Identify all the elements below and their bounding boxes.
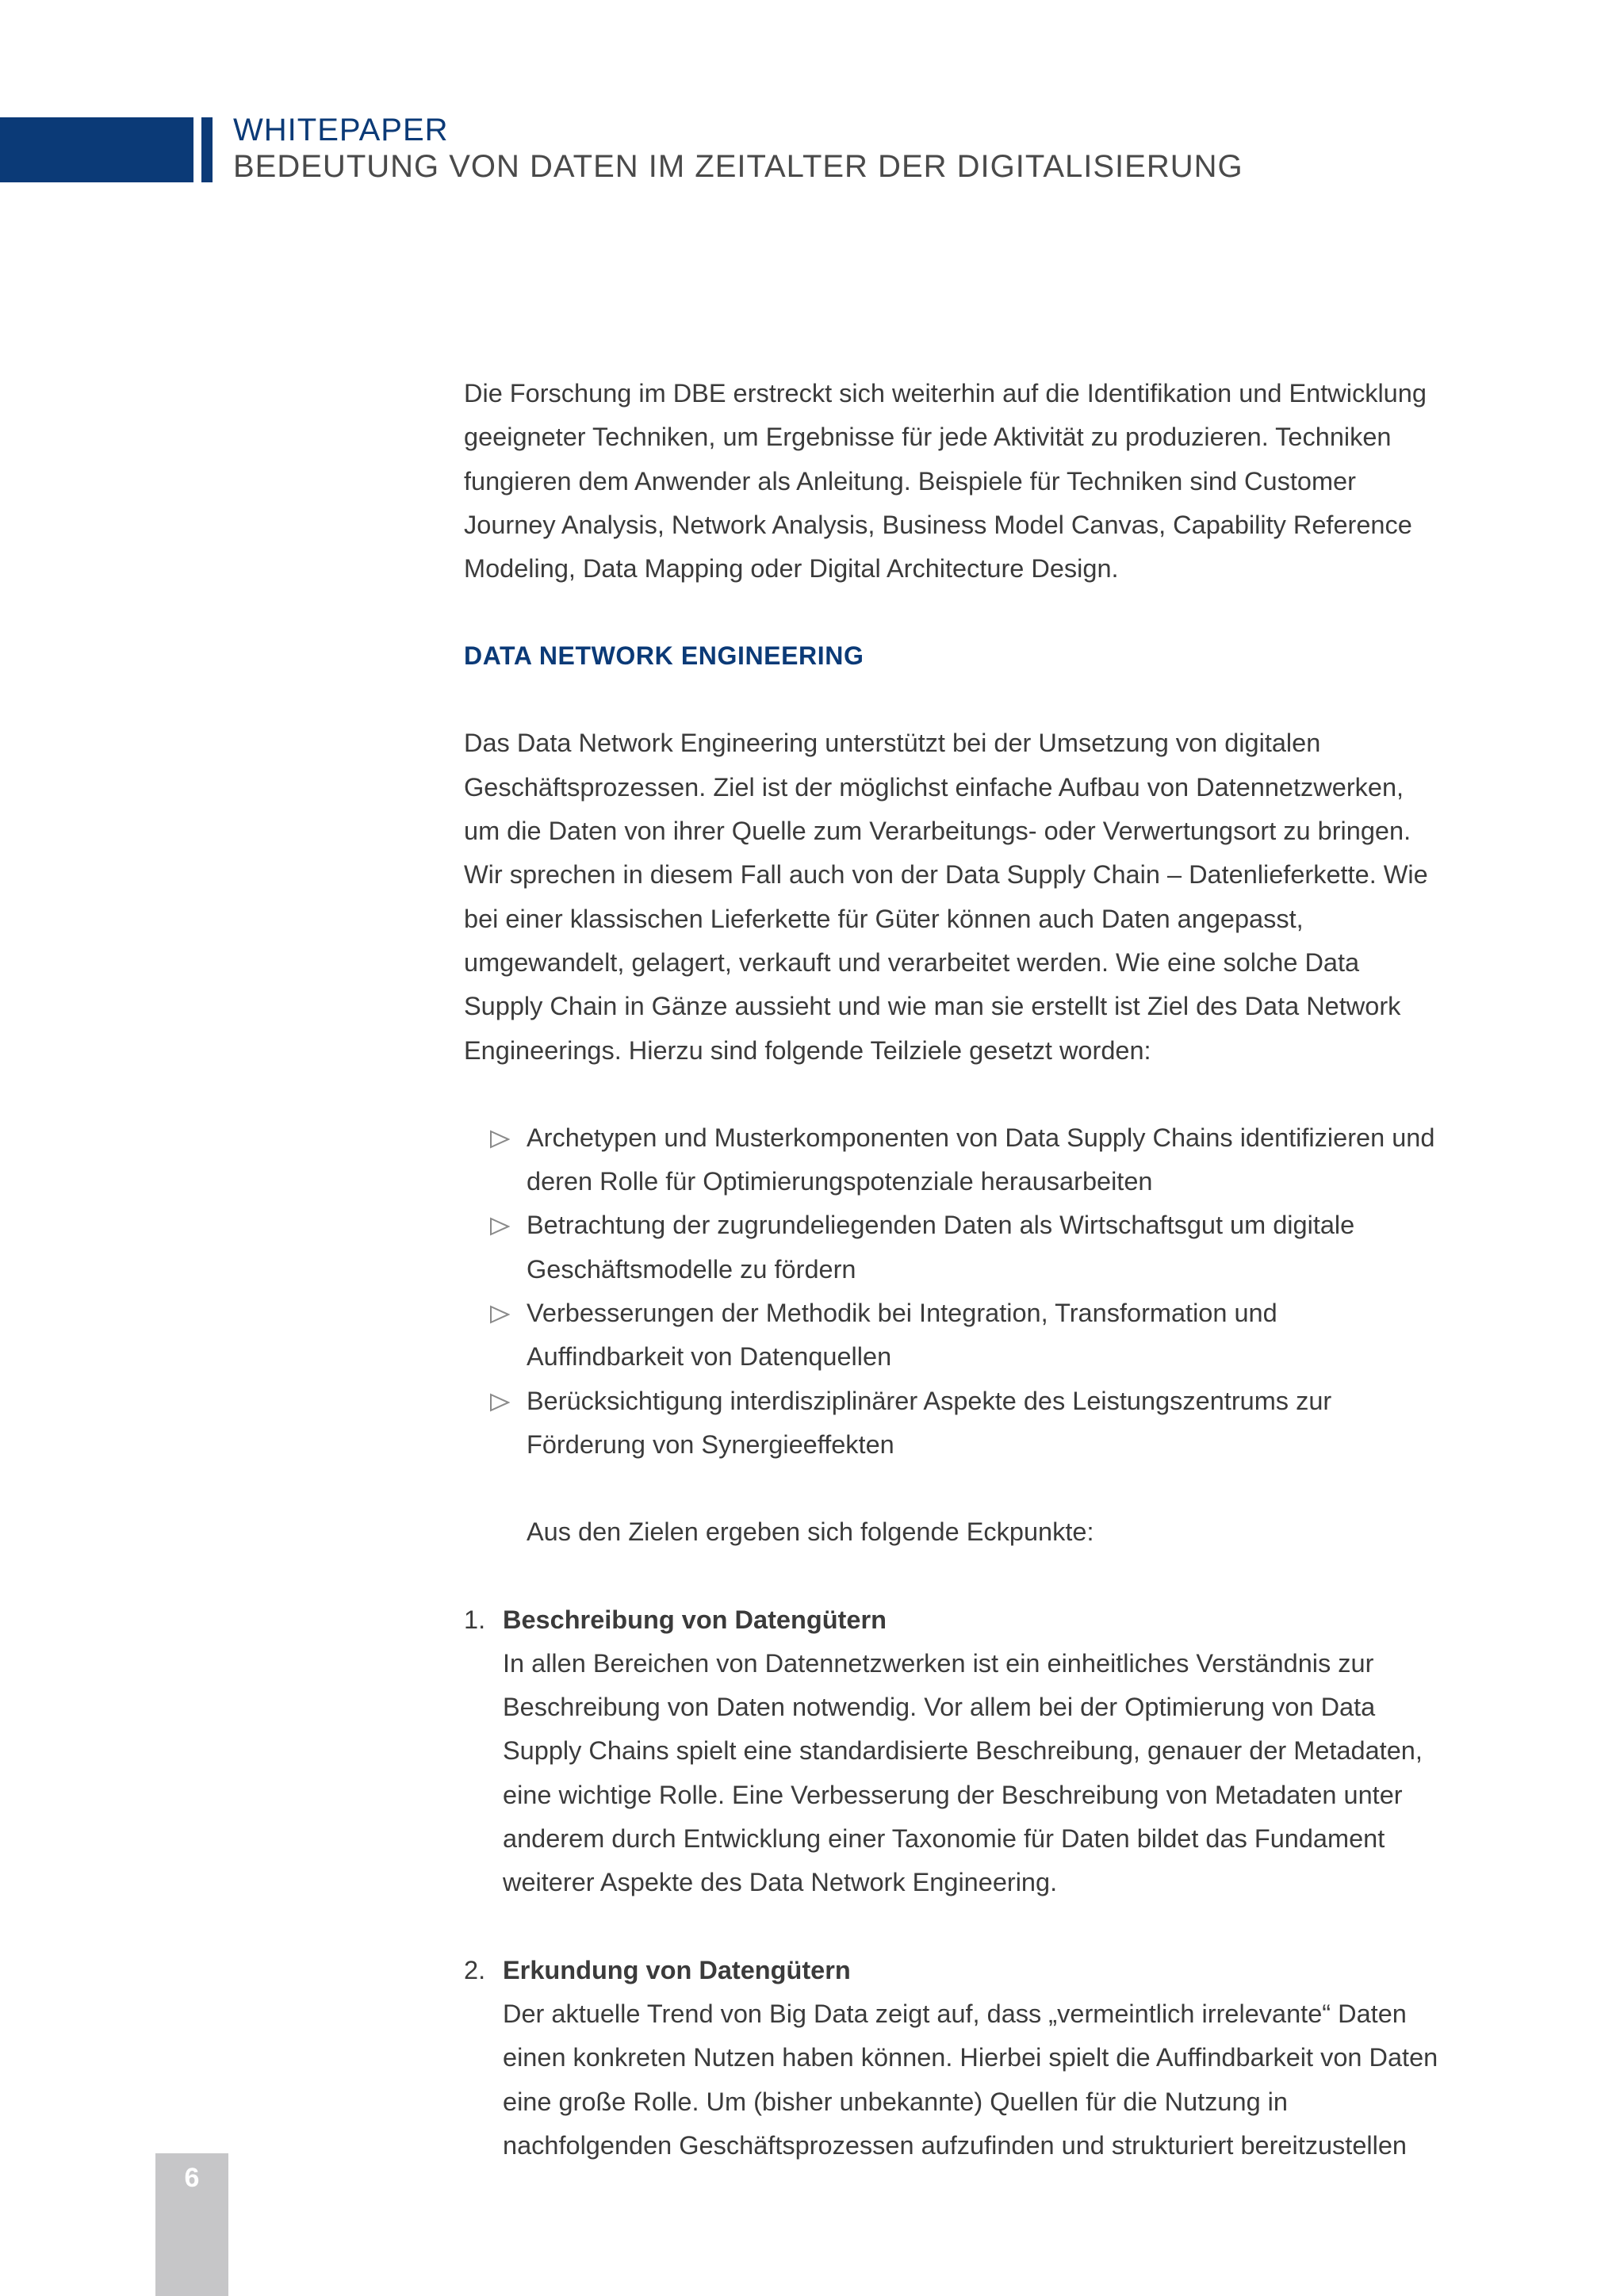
list-item-text: Archetypen und Musterkomponenten von Data Supply Chains identifizieren und deren Rolle für Optimierungspotenziale herausarbeiten xyxy=(527,1123,1435,1196)
header-color-block xyxy=(0,117,193,182)
goals-intro: Aus den Zielen ergeben sich folgende Eckpunkte: xyxy=(527,1517,1094,1547)
triangle-bullet-icon xyxy=(489,1217,510,1236)
triangle-bullet-icon xyxy=(489,1130,510,1149)
list-item-text: Berücksichtigung interdisziplinärer Aspekte des Leistungszentrums zur Förderung von Synergieeffekten xyxy=(527,1386,1332,1459)
triangle-bullet-icon xyxy=(489,1393,510,1412)
list-item xyxy=(464,1380,1439,1468)
list-item xyxy=(464,1203,1439,1292)
page-content xyxy=(464,372,1439,2211)
intro-paragraph: Die Forschung im DBE erstreckt sich weiterhin auf die Identifikation und Entwicklung geeigneter Techniken, um Ergebnisse für jede Aktivität zu produzieren. Techniken fungieren dem Anwender als Anleitung. Beispiele für Techniken sind Customer Journey Analysis, Network Analysis, Business Model Canvas, Capability Reference Modeling, Data Mapping oder Digital Architecture Design. xyxy=(464,379,1427,584)
key-point-number: 1. xyxy=(464,1605,486,1634)
key-point-title: Beschreibung von Datengütern xyxy=(503,1605,887,1634)
triangle-bullet-icon xyxy=(489,1305,510,1324)
header-accent-bar xyxy=(201,117,213,182)
document-title: BEDEUTUNG VON DATEN IM ZEITALTER DER DIGITALISIERUNG xyxy=(233,149,1243,184)
key-point-text: In allen Bereichen von Datennetzwerken ist ein einheitliches Verständnis zur Beschreibung von Daten notwendig. Vor allem bei der Optimierung von Data Supply Chains spielt eine standardisierte Beschreibung, genauer der Metadaten, eine wichtige Rolle. Eine Verbesserung der Beschreibung von Metadaten unter anderem durch Entwicklung einer Taxonomie für Daten bildet das Fundament weiterer Aspekte des Data Network Engineering. xyxy=(503,1648,1423,1897)
list-item xyxy=(464,1116,1439,1204)
key-point-text: Der aktuelle Trend von Big Data zeigt auf, dass „vermeintlich irrelevante“ Daten einen konkreten Nutzen haben können. Hierbei spielt die Auffindbarkeit von Daten eine große Rolle. Um (bisher unbekannte) Quellen für die Nutzung in nachfolgenden Geschäftsprozessen aufzufinden und strukturiert bereitzustellen xyxy=(503,1999,1438,2160)
key-point-title: Erkundung von Datengütern xyxy=(503,1955,851,1984)
page-number: 6 xyxy=(184,2163,200,2193)
goals-list xyxy=(464,1116,1439,1467)
section-paragraph: Das Data Network Engineering unterstützt bei der Umsetzung von digitalen Geschäftsprozessen. Ziel ist der möglichst einfache Aufbau von Datennetzwerken, um die Daten von ihrer Quelle zum Verarbeitungs- oder Verwertungsort zu bringen. Wir sprechen in diesem Fall auch von der Data Supply Chain – Datenlieferkette. Wie bei einer klassischen Lieferkette für Güter können auch Daten angepasst, umgewandelt, gelagert, verkauft und verarbeitet werden. Wie eine solche Data Supply Chain in Gänze aussieht und wie man sie erstellt ist Ziel des Data Network Engineerings. Hierzu sind folgende Teilziele gesetzt worden: xyxy=(464,729,1428,1065)
section-heading: DATA NETWORK ENGINEERING xyxy=(464,641,864,671)
key-point xyxy=(464,1598,1439,1905)
list-item-text: Betrachtung der zugrundeliegenden Daten als Wirtschaftsgut um digitale Geschäftsmodelle zu fördern xyxy=(527,1211,1355,1284)
key-points-list xyxy=(464,1598,1439,2168)
document-type-title: WHITEPAPER xyxy=(233,113,449,147)
list-item-text: Verbesserungen der Methodik bei Integration, Transformation und Auffindbarkeit von Datenquellen xyxy=(527,1299,1277,1372)
list-item xyxy=(464,1292,1439,1380)
key-point-number: 2. xyxy=(464,1955,486,1984)
key-point xyxy=(464,1949,1439,2168)
